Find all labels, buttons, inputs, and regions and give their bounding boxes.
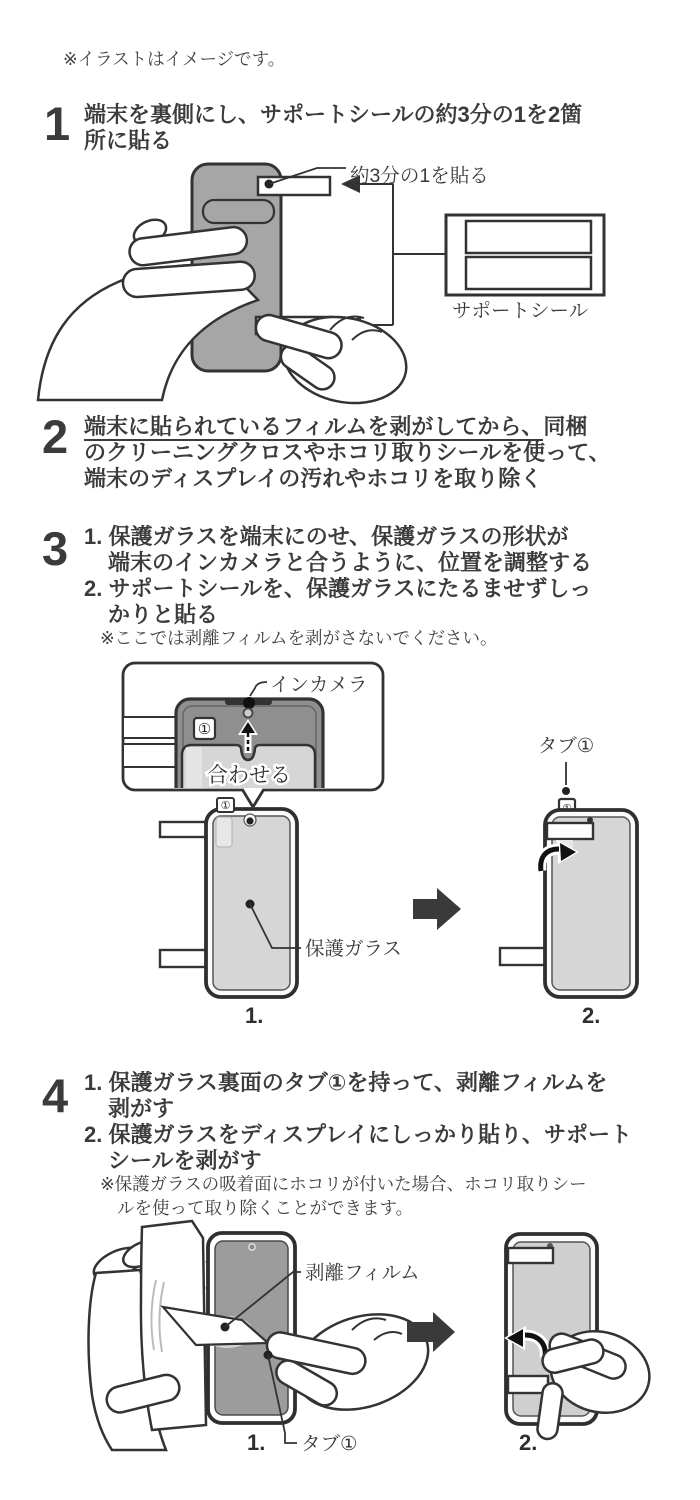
- step1-illustration: [0, 160, 700, 412]
- seal-tab-left-bottom: [160, 950, 206, 967]
- tab-strip: [216, 817, 232, 847]
- step3-item2-line2: かりと貼る: [108, 602, 219, 627]
- seal-tab-left-bottom: [500, 948, 545, 965]
- step4-items: [84, 1070, 632, 1174]
- step4-item1-line1: 1. 保護ガラス裏面のタブ①を持って、剥離フィルムを: [84, 1070, 608, 1095]
- step3-item1-line1: 1. 保護ガラスを端末にのせ、保護ガラスの形状が: [84, 524, 569, 549]
- step2-heading-line2: のクリーニングクロスやホコリ取りシールを使って、: [84, 440, 611, 465]
- step2-underlined-text: 端末に貼られているフィルムを剥がしてから、: [84, 414, 544, 439]
- camera-dot: [249, 1244, 255, 1250]
- glass-label: 保護ガラス: [305, 938, 402, 960]
- pointer-arrows: [341, 175, 446, 334]
- svg-text:①: ①: [220, 800, 231, 812]
- glass-camera-hole: [244, 709, 253, 718]
- phone-step3-2: [500, 735, 637, 997]
- pulling-hand-icon: [536, 1320, 658, 1440]
- camera-dot: [246, 817, 253, 824]
- step4-item2-line2: シールを剥がす: [108, 1148, 262, 1173]
- step3-number: 3: [42, 522, 68, 575]
- step4-caption-2: 2.: [519, 1430, 538, 1455]
- release-film-label: 剥離フィルム: [305, 1262, 420, 1284]
- step2-heading: [84, 414, 611, 492]
- step1-heading-line2: 所に貼る: [84, 128, 173, 153]
- seal-tab-left-top: [160, 822, 206, 837]
- phone-step3-1: [160, 798, 301, 997]
- tab1-label: タブ①: [301, 1433, 358, 1455]
- step3-item1-line2: 端末のインカメラと合うように、位置を調整する: [108, 550, 593, 575]
- label-one-third: 約3分の1を貼る: [350, 165, 489, 187]
- step4-caption-1: 1.: [247, 1430, 266, 1455]
- step1-heading-line1: 端末を裏側にし、サポートシールの約3分の1を2箇: [84, 102, 583, 127]
- step3-caption-2: 2.: [582, 1003, 601, 1028]
- step2-number: 2: [42, 410, 68, 463]
- align-label: 合わせる: [207, 764, 291, 787]
- callout-pointer: [242, 788, 264, 807]
- tab1-label: タブ①: [537, 735, 595, 757]
- step4-note-line1: ※保護ガラスの吸着面にホコリが付いた場合、ホコリ取りシー: [100, 1174, 587, 1194]
- step3-note: ※ここでは剥離フィルムを剥がさないでください。: [100, 628, 498, 648]
- support-seal-package: [446, 215, 604, 295]
- leader-dot: [562, 787, 570, 795]
- next-arrow-icon: [413, 888, 461, 930]
- illustration-disclaimer: ※イラストはイメージです。: [63, 49, 286, 69]
- step1-heading: [84, 102, 582, 154]
- incamera-label: インカメラ: [270, 674, 368, 696]
- step2-line1-rest: 同梱: [543, 414, 588, 439]
- magnified-callout: [123, 663, 383, 807]
- tab1-badge-glyph: ①: [197, 721, 212, 738]
- seal-folded-top: [547, 823, 593, 839]
- step3-item1: [84, 524, 592, 628]
- step4-note-line2: ルを使って取り除くことができます。: [117, 1198, 414, 1218]
- step4-number: 4: [42, 1069, 68, 1122]
- step4-item2-line1: 2. 保護ガラスをディスプレイにしっかり貼り、サポート: [84, 1122, 633, 1147]
- seal-top: [508, 1248, 553, 1263]
- step1-number: 1: [44, 97, 70, 150]
- label-support-seal: サポートシール: [452, 300, 589, 322]
- step4-illustration: [0, 1213, 700, 1490]
- step3-caption-1: 1.: [245, 1003, 264, 1028]
- front-camera-dot: [243, 697, 255, 709]
- step2-heading-line3: 端末のディスプレイの汚れやホコリを取り除く: [84, 466, 543, 491]
- step3-illustration: [0, 655, 700, 1033]
- step3-item2-line1: 2. サポートシールを、保護ガラスにたるませずしっ: [84, 576, 592, 601]
- step2-heading-line1: [84, 414, 611, 440]
- step4-item1-line2: 剥がす: [108, 1096, 175, 1121]
- tab-strip: [186, 747, 202, 789]
